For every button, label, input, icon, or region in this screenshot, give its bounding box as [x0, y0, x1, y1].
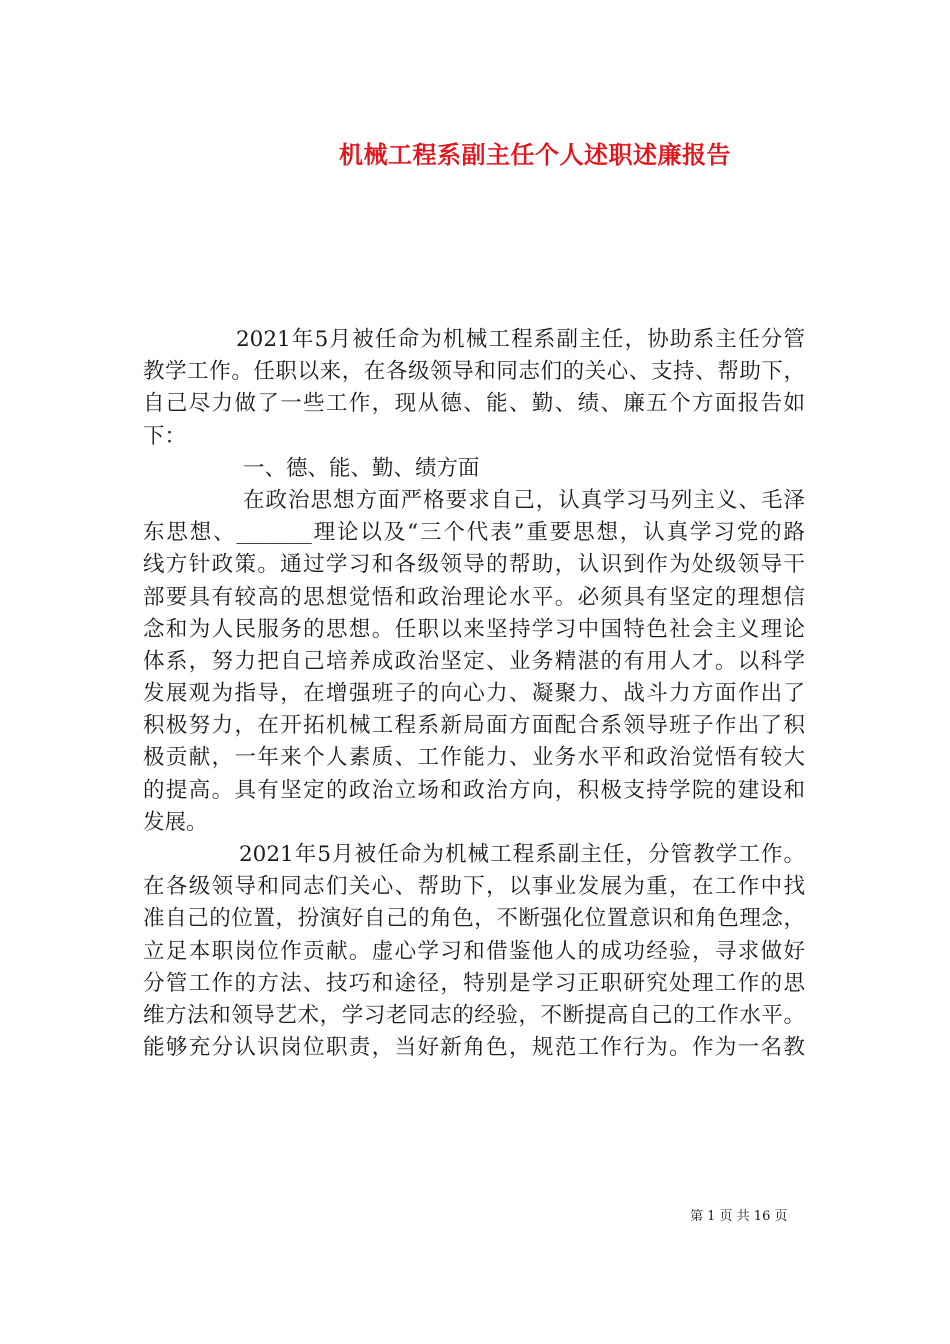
paragraph-line: 体系，努力把自己培养成政治坚定、业务精湛的有用人才。以科学: [143, 648, 805, 674]
paragraph-line: 的提高。具有坚定的政治立场和政治方向，积极支持学院的建设和: [143, 777, 805, 803]
paragraph-line: 念和为人民服务的思想。任职以来坚持学习中国特色社会主义理论: [143, 616, 805, 642]
paragraph-line: 线方针政策。通过学习和各级领导的帮助，认识到作为处级领导干: [143, 552, 805, 578]
paragraph-line: 极贡献，一年来个人素质、工作能力、业务水平和政治觉悟有较大: [143, 745, 805, 771]
paragraph-line: 下：: [143, 423, 187, 449]
paragraph-line: 发展观为指导，在增强班子的向心力、凝聚力、战斗力方面作出了: [143, 681, 805, 707]
paragraph-line: 东思想、_______理论以及“三个代表”重要思想，认真学习党的路: [143, 520, 805, 546]
paragraph-line: 2021年5月被任命为机械工程系副主任，分管教学工作。: [239, 842, 805, 867]
paragraph-line: 自己尽力做了一些工作，现从德、能、勤、绩、廉五个方面报告如: [143, 391, 805, 417]
paragraph-line: 准自己的位置，扮演好自己的角色，不断强化位置意识和角色理念，: [143, 906, 805, 932]
document-title: 机械工程系副主任个人述职述廉报告: [339, 140, 731, 169]
paragraph-line: 教学工作。任职以来，在各级领导和同志们的关心、支持、帮助下，: [143, 359, 805, 385]
paragraph-line: 2021年5月被任命为机械工程系副主任，协助系主任分管: [236, 327, 805, 352]
page-number-footer: 第 1 页 共 16 页: [690, 1209, 788, 1224]
paragraph-line: 发展。: [143, 809, 208, 835]
paragraph-line: 在各级领导和同志们关心、帮助下，以事业发展为重，在工作中找: [143, 874, 805, 900]
paragraph-line: 维方法和领导艺术，学习老同志的经验，不断提高自己的工作水平。: [143, 1002, 805, 1028]
paragraph-line: 在政治思想方面严格要求自己，认真学习马列主义、毛泽: [243, 487, 805, 513]
document-body: [143, 324, 805, 1064]
paragraph-line: 立足本职岗位作贡献。虚心学习和借鉴他人的成功经验，寻求做好: [143, 938, 805, 964]
paragraph-line: 分管工作的方法、技巧和途径，特别是学习正职研究处理工作的思: [143, 970, 805, 996]
paragraph-line: 积极努力，在开拓机械工程系新局面方面配合系领导班子作出了积: [143, 713, 805, 739]
paragraph-line: 部要具有较高的思想觉悟和政治理论水平。必须具有坚定的理想信: [143, 584, 805, 610]
section-heading: 一、德、能、勤、绩方面: [243, 455, 480, 481]
paragraph-line: 能够充分认识岗位职责，当好新角色，规范工作行为。作为一名教: [143, 1035, 805, 1061]
